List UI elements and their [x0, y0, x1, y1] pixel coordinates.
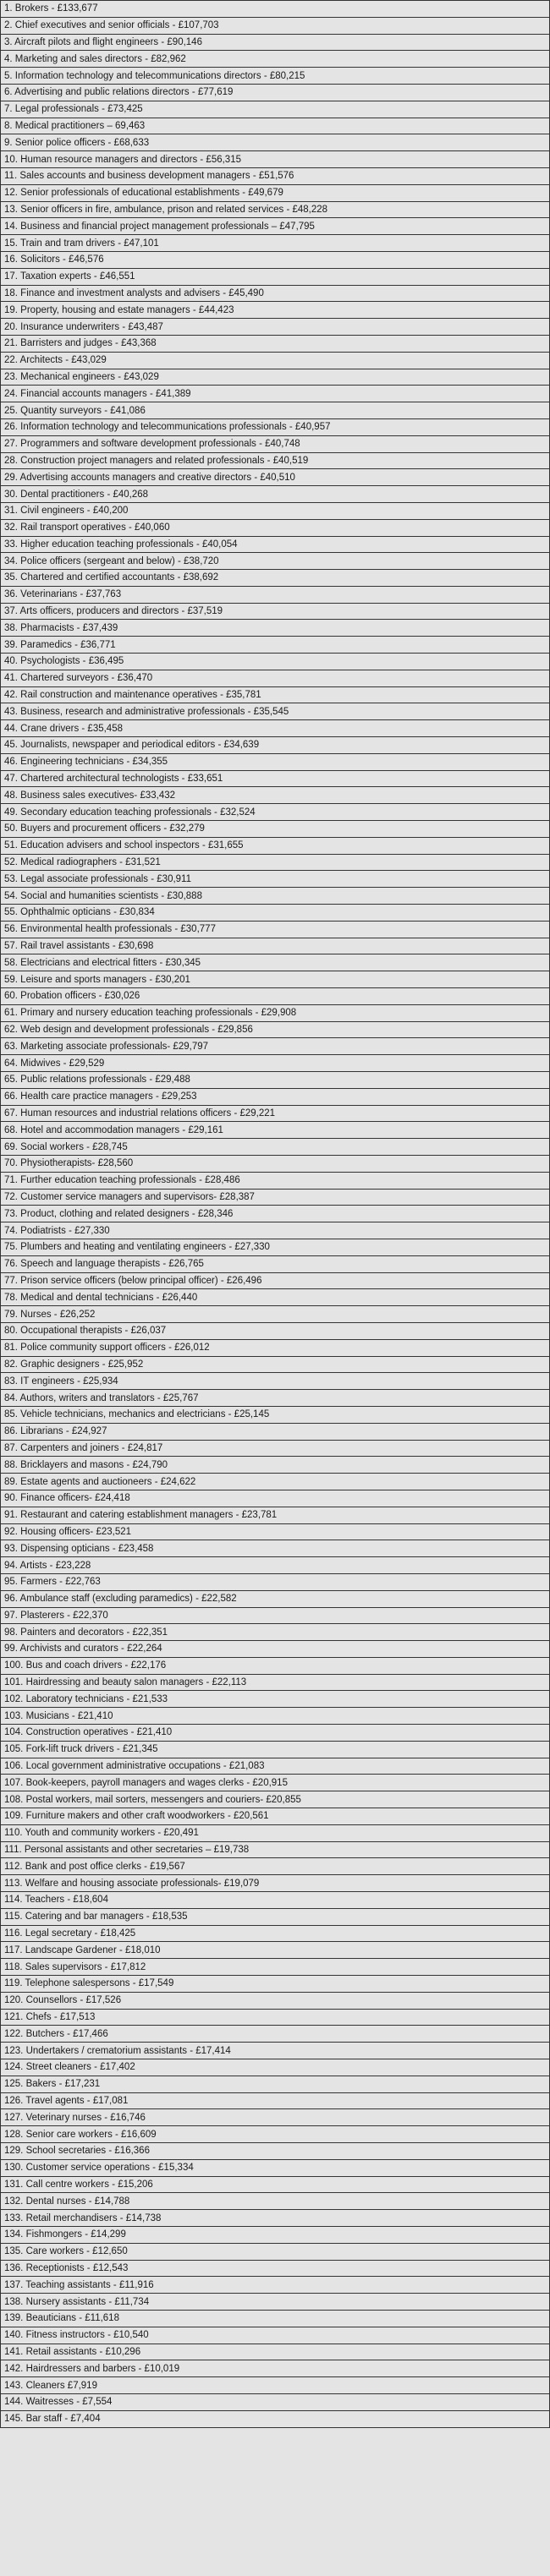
table-row [1, 854, 550, 871]
table-row [1, 2310, 550, 2327]
occupation-salary-cell: 137. Teaching assistants - £11,916 [1, 2277, 550, 2294]
table-row [1, 1741, 550, 1758]
table-row [1, 670, 550, 686]
table-row [1, 2193, 550, 2210]
table-row [1, 1038, 550, 1055]
table-row [1, 1824, 550, 1841]
table-row [1, 1791, 550, 1808]
occupation-salary-cell: 31. Civil engineers - £40,200 [1, 502, 550, 519]
table-row [1, 2410, 550, 2427]
occupation-salary-cell: 108. Postal workers, mail sorters, messengers and couriers- £20,855 [1, 1791, 550, 1808]
occupation-salary-cell: 94. Artists - £23,228 [1, 1557, 550, 1574]
table-row [1, 2210, 550, 2227]
occupation-salary-cell: 8. Medical practitioners – 69,463 [1, 118, 550, 134]
occupation-salary-cell: 44. Crane drivers - £35,458 [1, 720, 550, 737]
table-row [1, 1775, 550, 1791]
table-row [1, 2344, 550, 2360]
table-row [1, 871, 550, 888]
occupation-salary-cell: 87. Carpenters and joiners - £24,817 [1, 1440, 550, 1457]
occupation-salary-cell: 61. Primary and nursery education teaching professionals - £29,908 [1, 1004, 550, 1021]
table-row [1, 1540, 550, 1557]
table-row [1, 2026, 550, 2043]
table-row [1, 2059, 550, 2076]
occupation-salary-cell: 113. Welfare and housing associate professionals- £19,079 [1, 1875, 550, 1892]
occupation-salary-cell: 125. Bakers - £17,231 [1, 2076, 550, 2092]
table-row [1, 1, 550, 18]
table-row [1, 84, 550, 101]
table-row [1, 1406, 550, 1423]
table-row [1, 118, 550, 134]
table-row [1, 536, 550, 553]
table-row [1, 101, 550, 118]
occupation-salary-cell: 132. Dental nurses - £14,788 [1, 2193, 550, 2210]
occupation-salary-cell: 121. Chefs - £17,513 [1, 2009, 550, 2026]
table-row [1, 1892, 550, 1909]
table-row [1, 1725, 550, 1742]
occupation-salary-cell: 81. Police community support officers - £26,012 [1, 1339, 550, 1356]
occupation-salary-cell: 128. Senior care workers - £16,609 [1, 2126, 550, 2143]
table-row [1, 1858, 550, 1875]
table-row [1, 1708, 550, 1725]
occupation-salary-cell: 66. Health care practice managers - £29,253 [1, 1088, 550, 1105]
occupation-salary-cell: 51. Education advisers and school inspectors - £31,655 [1, 837, 550, 854]
table-row [1, 2377, 550, 2394]
occupation-salary-cell: 119. Telephone salespersons - £17,549 [1, 1976, 550, 1993]
occupation-salary-cell: 84. Authors, writers and translators - £25,767 [1, 1390, 550, 1407]
occupation-salary-cell: 145. Bar staff - £7,404 [1, 2410, 550, 2427]
occupation-salary-cell: 93. Dispensing opticians - £23,458 [1, 1540, 550, 1557]
occupation-salary-cell: 55. Ophthalmic opticians - £30,834 [1, 905, 550, 922]
occupation-salary-cell: 129. School secretaries - £16,366 [1, 2143, 550, 2160]
table-row [1, 654, 550, 670]
table-row [1, 1507, 550, 1523]
occupation-salary-cell: 97. Plasterers - £22,370 [1, 1607, 550, 1624]
occupation-salary-cell: 115. Catering and bar managers - £18,535 [1, 1908, 550, 1925]
table-row [1, 319, 550, 336]
table-row [1, 235, 550, 252]
table-row [1, 1072, 550, 1089]
table-row [1, 770, 550, 787]
table-row [1, 1155, 550, 1172]
table-row [1, 1808, 550, 1825]
table-row [1, 553, 550, 570]
occupation-salary-cell: 118. Sales supervisors - £17,812 [1, 1959, 550, 1976]
table-row [1, 218, 550, 235]
table-row [1, 2126, 550, 2143]
occupation-salary-cell: 40. Psychologists - £36,495 [1, 654, 550, 670]
table-row [1, 51, 550, 68]
occupation-salary-cell: 3. Aircraft pilots and flight engineers - £90,146 [1, 34, 550, 51]
occupation-salary-cell: 38. Pharmacists - £37,439 [1, 620, 550, 637]
table-row [1, 1088, 550, 1105]
table-row [1, 167, 550, 184]
occupation-salary-cell: 12. Senior professionals of educational establishments - £49,679 [1, 184, 550, 201]
table-row [1, 1490, 550, 1507]
occupation-salary-cell: 142. Hairdressers and barbers - £10,019 [1, 2360, 550, 2377]
occupation-salary-cell: 100. Bus and coach drivers - £22,176 [1, 1657, 550, 1674]
table-row [1, 1440, 550, 1457]
occupation-salary-cell: 102. Laboratory technicians - £21,533 [1, 1691, 550, 1708]
table-row [1, 753, 550, 770]
table-row [1, 1657, 550, 1674]
table-row [1, 888, 550, 905]
table-row [1, 2176, 550, 2193]
table-row [1, 1322, 550, 1339]
table-row [1, 1289, 550, 1306]
occupation-salary-cell: 62. Web design and development professionals - £29,856 [1, 1021, 550, 1038]
table-row [1, 971, 550, 988]
table-row [1, 251, 550, 268]
table-row [1, 2226, 550, 2243]
occupation-salary-cell: 105. Fork-lift truck drivers - £21,345 [1, 1741, 550, 1758]
table-row [1, 1942, 550, 1959]
table-row [1, 1222, 550, 1239]
occupation-salary-cell: 1. Brokers - £133,677 [1, 1, 550, 18]
table-row [1, 1875, 550, 1892]
occupation-salary-cell: 2. Chief executives and senior officials - £107,703 [1, 17, 550, 34]
table-row [1, 1992, 550, 2009]
occupation-salary-cell: 32. Rail transport operatives - £40,060 [1, 519, 550, 536]
occupation-salary-cell: 107. Book-keepers, payroll managers and wages clerks - £20,915 [1, 1775, 550, 1791]
table-row [1, 335, 550, 352]
occupation-salary-cell: 17. Taxation experts - £46,551 [1, 268, 550, 285]
occupation-salary-cell: 139. Beauticians - £11,618 [1, 2310, 550, 2327]
table-row [1, 686, 550, 703]
occupation-salary-cell: 24. Financial accounts managers - £41,389 [1, 386, 550, 402]
table-row [1, 2294, 550, 2311]
table-row [1, 1959, 550, 1976]
occupation-salary-cell: 71. Further education teaching professionals - £28,486 [1, 1172, 550, 1189]
table-row [1, 1172, 550, 1189]
occupation-salary-cell: 18. Finance and investment analysts and advisers - £45,490 [1, 285, 550, 302]
table-row [1, 1206, 550, 1222]
occupation-salary-cell: 53. Legal associate professionals - £30,911 [1, 871, 550, 888]
table-row [1, 418, 550, 435]
occupation-salary-cell: 136. Receptionists - £12,543 [1, 2260, 550, 2277]
table-row [1, 1373, 550, 1390]
occupation-salary-cell: 106. Local government administrative occupations - £21,083 [1, 1758, 550, 1775]
occupation-salary-cell: 30. Dental practitioners - £40,268 [1, 486, 550, 503]
occupation-salary-cell: 82. Graphic designers - £25,952 [1, 1356, 550, 1373]
occupation-salary-cell: 88. Bricklayers and masons - £24,790 [1, 1457, 550, 1474]
occupation-salary-cell: 42. Rail construction and maintenance operatives - £35,781 [1, 686, 550, 703]
occupation-salary-cell: 140. Fitness instructors - £10,540 [1, 2327, 550, 2344]
table-row [1, 703, 550, 720]
table-row [1, 1021, 550, 1038]
occupation-salary-cell: 5. Information technology and telecommunications directors - £80,215 [1, 68, 550, 85]
occupation-salary-cell: 126. Travel agents - £17,081 [1, 2092, 550, 2109]
occupation-salary-cell: 22. Architects - £43,029 [1, 352, 550, 369]
occupation-salary-cell: 120. Counsellors - £17,526 [1, 1992, 550, 2009]
table-row [1, 1105, 550, 1122]
table-row [1, 452, 550, 469]
occupation-salary-cell: 111. Personal assistants and other secretaries – £19,738 [1, 1841, 550, 1858]
occupation-salary-cell: 98. Painters and decorators - £22,351 [1, 1624, 550, 1641]
table-row [1, 586, 550, 603]
table-row [1, 1908, 550, 1925]
table-row [1, 17, 550, 34]
table-row [1, 1641, 550, 1658]
table-row [1, 821, 550, 838]
occupation-salary-cell: 77. Prison service officers (below principal officer) - £26,496 [1, 1272, 550, 1289]
occupation-salary-cell: 20. Insurance underwriters - £43,487 [1, 319, 550, 336]
occupation-salary-cell: 28. Construction project managers and related professionals - £40,519 [1, 452, 550, 469]
occupation-salary-cell: 123. Undertakers / crematorium assistants - £17,414 [1, 2043, 550, 2059]
table-row [1, 603, 550, 620]
occupation-salary-cell: 73. Product, clothing and related designers - £28,346 [1, 1206, 550, 1222]
occupation-salary-cell: 52. Medical radiographers - £31,521 [1, 854, 550, 871]
table-row [1, 2243, 550, 2260]
occupation-salary-cell: 19. Property, housing and estate managers - £44,423 [1, 302, 550, 319]
table-row [1, 1139, 550, 1156]
occupation-salary-cell: 124. Street cleaners - £17,402 [1, 2059, 550, 2076]
table-row [1, 720, 550, 737]
table-row [1, 34, 550, 51]
table-row [1, 184, 550, 201]
occupation-salary-cell: 60. Probation officers - £30,026 [1, 988, 550, 1005]
occupation-salary-cell: 138. Nursery assistants - £11,734 [1, 2294, 550, 2311]
table-row [1, 2159, 550, 2176]
table-row [1, 1272, 550, 1289]
occupation-salary-cell: 63. Marketing associate professionals- £29,797 [1, 1038, 550, 1055]
occupation-salary-cell: 16. Solicitors - £46,576 [1, 251, 550, 268]
table-row [1, 1557, 550, 1574]
table-row [1, 352, 550, 369]
occupation-salary-cell: 33. Higher education teaching professionals - £40,054 [1, 536, 550, 553]
occupation-salary-cell: 135. Care workers - £12,650 [1, 2243, 550, 2260]
table-row [1, 1255, 550, 1272]
occupation-salary-cell: 6. Advertising and public relations directors - £77,619 [1, 84, 550, 101]
occupation-salary-cell: 70. Physiotherapists- £28,560 [1, 1155, 550, 1172]
occupation-salary-cell: 80. Occupational therapists - £26,037 [1, 1322, 550, 1339]
table-row [1, 134, 550, 151]
occupation-salary-cell: 67. Human resources and industrial relations officers - £29,221 [1, 1105, 550, 1122]
table-row [1, 1356, 550, 1373]
table-row [1, 2260, 550, 2277]
occupation-salary-cell: 56. Environmental health professionals - £30,777 [1, 921, 550, 938]
occupation-salary-cell: 122. Butchers - £17,466 [1, 2026, 550, 2043]
occupation-salary-cell: 49. Secondary education teaching professionals - £32,524 [1, 804, 550, 821]
occupation-salary-cell: 36. Veterinarians - £37,763 [1, 586, 550, 603]
occupation-salary-cell: 13. Senior officers in fire, ambulance, prison and related services - £48,228 [1, 201, 550, 218]
table-row [1, 905, 550, 922]
occupation-salary-cell: 46. Engineering technicians - £34,355 [1, 753, 550, 770]
occupation-salary-cell: 101. Hairdressing and beauty salon managers - £22,113 [1, 1674, 550, 1691]
occupation-salary-cell: 15. Train and tram drivers - £47,101 [1, 235, 550, 252]
occupation-salary-cell: 114. Teachers - £18,604 [1, 1892, 550, 1909]
table-row [1, 1306, 550, 1323]
occupation-salary-cell: 58. Electricians and electrical fitters - £30,345 [1, 954, 550, 971]
occupation-salary-cell: 91. Restaurant and catering establishment managers - £23,781 [1, 1507, 550, 1523]
table-row [1, 1976, 550, 1993]
table-row [1, 938, 550, 954]
occupation-salary-cell: 133. Retail merchandisers - £14,738 [1, 2210, 550, 2227]
occupation-salary-cell: 83. IT engineers - £25,934 [1, 1373, 550, 1390]
table-row [1, 1055, 550, 1072]
occupation-salary-cell: 39. Paramedics - £36,771 [1, 637, 550, 654]
table-row [1, 1841, 550, 1858]
table-row [1, 1607, 550, 1624]
table-row [1, 68, 550, 85]
occupation-salary-cell: 48. Business sales executives- £33,432 [1, 787, 550, 804]
occupation-salary-cell: 116. Legal secretary - £18,425 [1, 1925, 550, 1942]
occupation-salary-cell: 72. Customer service managers and supervisors- £28,387 [1, 1189, 550, 1206]
table-row [1, 2009, 550, 2026]
occupation-salary-cell: 141. Retail assistants - £10,296 [1, 2344, 550, 2360]
table-row [1, 1457, 550, 1474]
table-row [1, 804, 550, 821]
table-row [1, 988, 550, 1005]
occupation-salary-cell: 25. Quantity surveyors - £41,086 [1, 402, 550, 419]
table-row [1, 1758, 550, 1775]
occupation-salary-cell: 110. Youth and community workers - £20,491 [1, 1824, 550, 1841]
table-row [1, 1691, 550, 1708]
occupation-salary-cell: 27. Programmers and software development professionals - £40,748 [1, 435, 550, 452]
table-row [1, 1674, 550, 1691]
table-row [1, 2109, 550, 2126]
table-row [1, 637, 550, 654]
occupation-salary-cell: 68. Hotel and accommodation managers - £29,161 [1, 1122, 550, 1139]
occupation-salary-cell: 45. Journalists, newspaper and periodical editors - £34,639 [1, 737, 550, 754]
table-row [1, 1390, 550, 1407]
table-row [1, 1423, 550, 1440]
table-row [1, 201, 550, 218]
table-row [1, 1474, 550, 1490]
occupation-salary-cell: 112. Bank and post office clerks - £19,567 [1, 1858, 550, 1875]
table-row [1, 2277, 550, 2294]
occupation-salary-cell: 75. Plumbers and heating and ventilating engineers - £27,330 [1, 1239, 550, 1255]
table-row [1, 519, 550, 536]
table-row [1, 737, 550, 754]
occupation-salary-cell: 50. Buyers and procurement officers - £32,279 [1, 821, 550, 838]
table-row [1, 502, 550, 519]
table-row [1, 2092, 550, 2109]
occupation-salary-cell: 144. Waitresses - £7,554 [1, 2393, 550, 2410]
table-row [1, 837, 550, 854]
occupation-salary-cell: 43. Business, research and administrative professionals - £35,545 [1, 703, 550, 720]
occupation-salary-cell: 26. Information technology and telecommunications professionals - £40,957 [1, 418, 550, 435]
occupation-salary-cell: 69. Social workers - £28,745 [1, 1139, 550, 1156]
occupation-salary-cell: 57. Rail travel assistants - £30,698 [1, 938, 550, 954]
occupation-salary-cell: 37. Arts officers, producers and directors - £37,519 [1, 603, 550, 620]
table-row [1, 268, 550, 285]
occupation-salary-cell: 11. Sales accounts and business development managers - £51,576 [1, 167, 550, 184]
occupation-salary-cell: 35. Chartered and certified accountants - £38,692 [1, 570, 550, 587]
occupation-salary-cell: 47. Chartered architectural technologists - £33,651 [1, 770, 550, 787]
occupation-salary-cell: 95. Farmers - £22,763 [1, 1573, 550, 1590]
table-row [1, 1189, 550, 1206]
occupation-salary-cell: 92. Housing officers- £23,521 [1, 1523, 550, 1540]
occupation-salary-cell: 4. Marketing and sales directors - £82,962 [1, 51, 550, 68]
occupation-salary-cell: 23. Mechanical engineers - £43,029 [1, 369, 550, 386]
table-row [1, 1122, 550, 1139]
occupation-salary-cell: 34. Police officers (sergeant and below) - £38,720 [1, 553, 550, 570]
occupation-salary-cell: 99. Archivists and curators - £22,264 [1, 1641, 550, 1658]
occupation-salary-cell: 14. Business and financial project management professionals – £47,795 [1, 218, 550, 235]
occupation-salary-cell: 130. Customer service operations - £15,334 [1, 2159, 550, 2176]
table-row [1, 302, 550, 319]
table-row [1, 954, 550, 971]
occupation-salary-cell: 90. Finance officers- £24,418 [1, 1490, 550, 1507]
table-row [1, 1004, 550, 1021]
table-row [1, 2327, 550, 2344]
occupation-salary-cell: 78. Medical and dental technicians - £26,440 [1, 1289, 550, 1306]
table-row [1, 1624, 550, 1641]
occupation-salary-cell: 79. Nurses - £26,252 [1, 1306, 550, 1323]
occupation-salary-cell: 85. Vehicle technicians, mechanics and electricians - £25,145 [1, 1406, 550, 1423]
occupation-salary-cell: 131. Call centre workers - £15,206 [1, 2176, 550, 2193]
salary-ranking-body [1, 1, 550, 2428]
table-row [1, 435, 550, 452]
occupation-salary-cell: 64. Midwives - £29,529 [1, 1055, 550, 1072]
table-row [1, 1239, 550, 1255]
table-row [1, 1573, 550, 1590]
table-row [1, 402, 550, 419]
occupation-salary-cell: 65. Public relations professionals - £29,488 [1, 1072, 550, 1089]
table-row [1, 2076, 550, 2092]
table-row [1, 369, 550, 386]
occupation-salary-cell: 143. Cleaners £7,919 [1, 2377, 550, 2394]
table-row [1, 620, 550, 637]
table-row [1, 469, 550, 486]
table-row [1, 787, 550, 804]
occupation-salary-cell: 54. Social and humanities scientists - £30,888 [1, 888, 550, 905]
occupation-salary-cell: 41. Chartered surveyors - £36,470 [1, 670, 550, 686]
table-row [1, 151, 550, 168]
table-row [1, 1523, 550, 1540]
occupation-salary-cell: 109. Furniture makers and other craft woodworkers - £20,561 [1, 1808, 550, 1825]
table-row [1, 2360, 550, 2377]
occupation-salary-cell: 59. Leisure and sports managers - £30,201 [1, 971, 550, 988]
occupation-salary-cell: 104. Construction operatives - £21,410 [1, 1725, 550, 1742]
occupation-salary-cell: 134. Fishmongers - £14,299 [1, 2226, 550, 2243]
occupation-salary-cell: 74. Podiatrists - £27,330 [1, 1222, 550, 1239]
occupation-salary-cell: 89. Estate agents and auctioneers - £24,622 [1, 1474, 550, 1490]
table-row [1, 2393, 550, 2410]
occupation-salary-cell: 10. Human resource managers and directors - £56,315 [1, 151, 550, 168]
occupation-salary-cell: 117. Landscape Gardener - £18,010 [1, 1942, 550, 1959]
occupation-salary-cell: 9. Senior police officers - £68,633 [1, 134, 550, 151]
table-row [1, 1590, 550, 1607]
table-row [1, 1925, 550, 1942]
occupation-salary-cell: 29. Advertising accounts managers and creative directors - £40,510 [1, 469, 550, 486]
occupation-salary-cell: 21. Barristers and judges - £43,368 [1, 335, 550, 352]
table-row [1, 2143, 550, 2160]
table-row [1, 570, 550, 587]
occupation-salary-cell: 96. Ambulance staff (excluding paramedics) - £22,582 [1, 1590, 550, 1607]
occupation-salary-cell: 7. Legal professionals - £73,425 [1, 101, 550, 118]
table-row [1, 285, 550, 302]
table-row [1, 1339, 550, 1356]
occupation-salary-cell: 76. Speech and language therapists - £26,765 [1, 1255, 550, 1272]
table-row [1, 2043, 550, 2059]
occupation-salary-cell: 86. Librarians - £24,927 [1, 1423, 550, 1440]
table-row [1, 486, 550, 503]
table-row [1, 386, 550, 402]
table-row [1, 921, 550, 938]
occupation-salary-cell: 127. Veterinary nurses - £16,746 [1, 2109, 550, 2126]
occupation-salary-cell: 103. Musicians - £21,410 [1, 1708, 550, 1725]
